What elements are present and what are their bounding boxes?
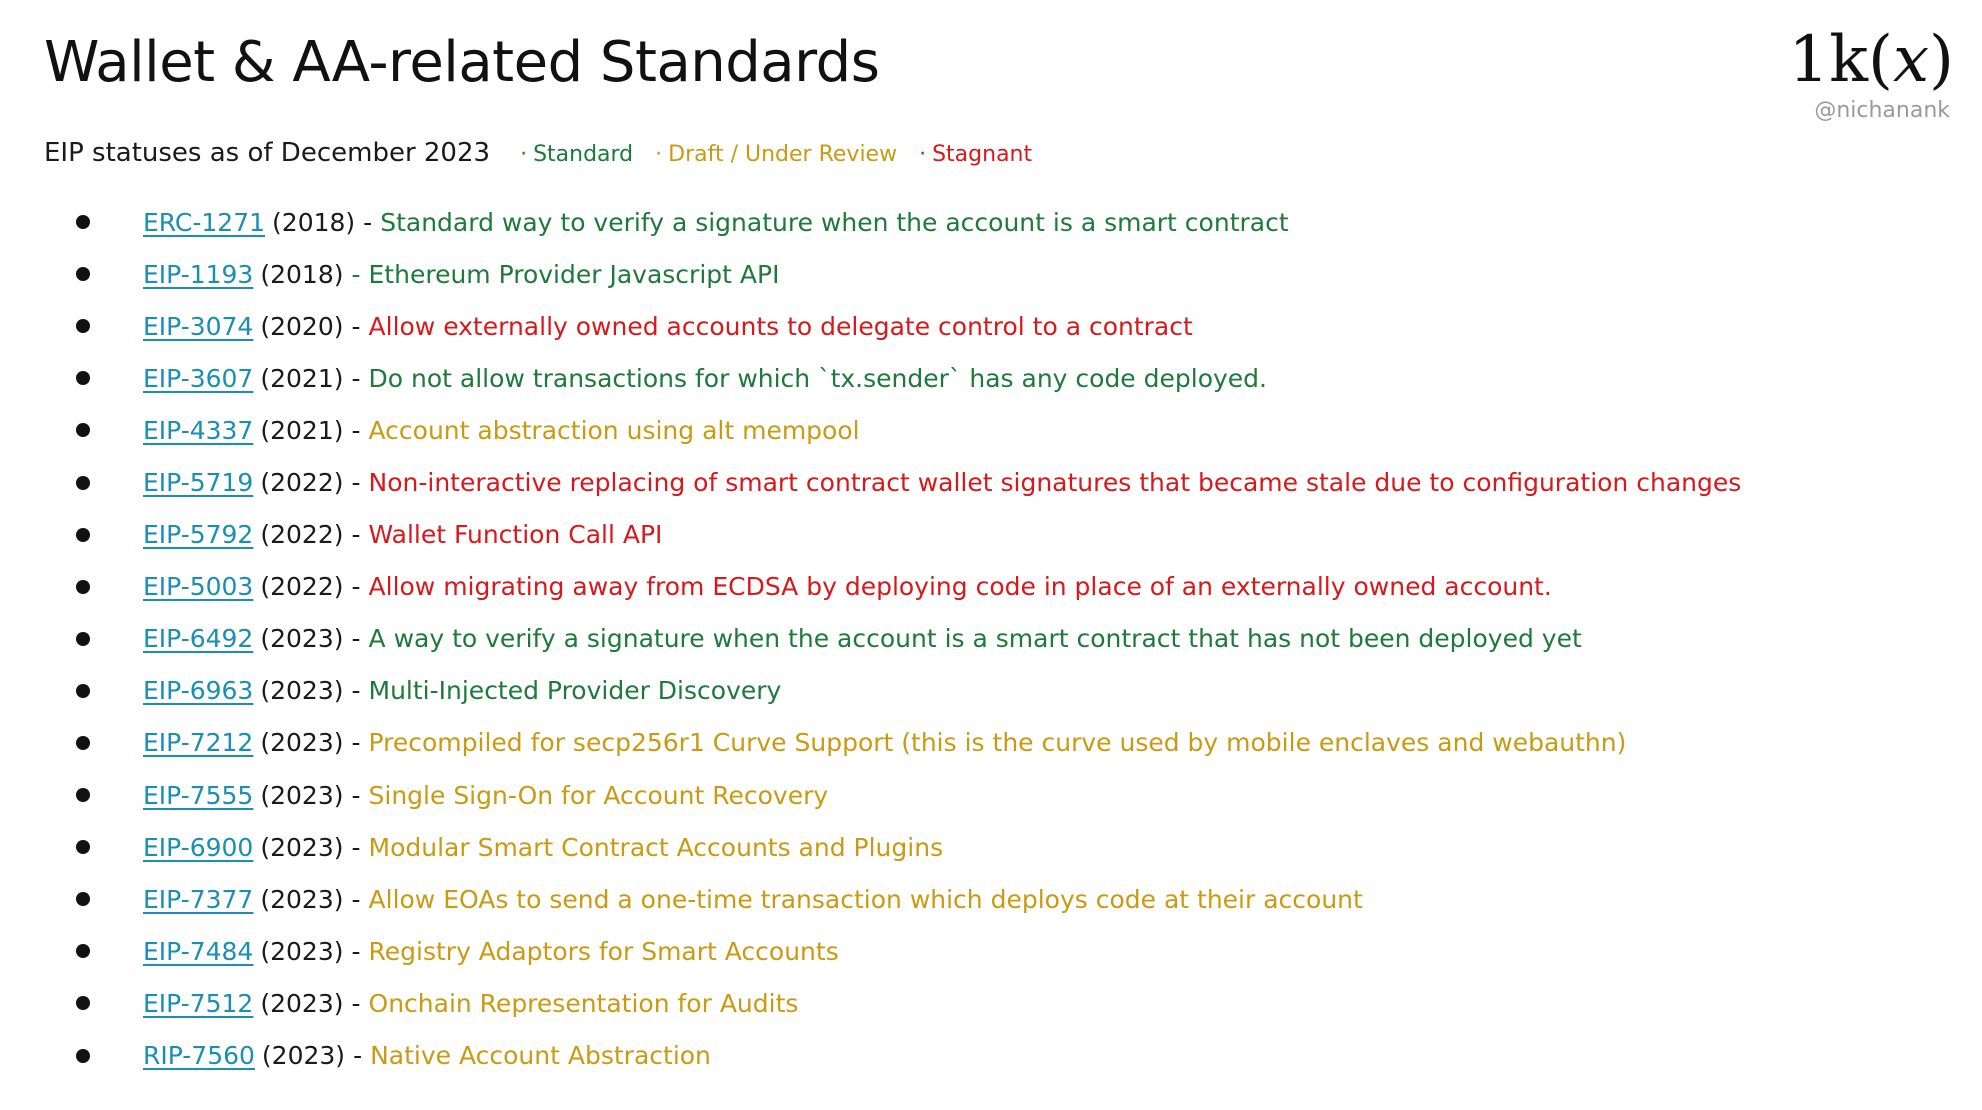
logo-mark-prefix: 1k( <box>1788 23 1893 97</box>
list-item <box>0 300 1982 352</box>
separator: - <box>351 311 361 341</box>
legend-dot: · <box>520 142 528 167</box>
eip-description: Native Account Abstraction <box>370 1041 711 1071</box>
eip-year: (2022) <box>260 572 344 602</box>
bullet-icon <box>76 944 90 958</box>
eip-description: Standard way to verify a signature when the account is a smart contract <box>380 207 1289 237</box>
eip-description: Multi-Injected Provider Discovery <box>368 676 782 706</box>
eip-link[interactable]: EIP-3074 <box>143 311 254 341</box>
bullet-icon <box>76 476 90 490</box>
eip-description: Single Sign-On for Account Recovery <box>368 780 829 810</box>
eip-link[interactable]: EIP-4337 <box>143 415 254 445</box>
eip-link[interactable]: EIP-6492 <box>143 624 254 654</box>
eip-year: (2018) <box>260 259 344 289</box>
eip-description: Wallet Function Call API <box>368 520 663 550</box>
list-item <box>0 352 1982 404</box>
list-item <box>0 509 1982 561</box>
eip-year: (2022) <box>260 520 344 550</box>
separator: - <box>351 572 361 602</box>
separator: - <box>351 415 361 445</box>
eip-link[interactable]: EIP-7212 <box>143 728 254 758</box>
bullet-icon <box>76 840 90 854</box>
eip-year: (2021) <box>260 415 344 445</box>
legend-label: Standard <box>533 142 634 167</box>
legend-dot: · <box>919 142 927 167</box>
list-item <box>0 717 1982 769</box>
bullet-icon <box>76 319 90 333</box>
eip-link[interactable]: ERC-1271 <box>143 207 266 237</box>
separator: - <box>363 207 373 237</box>
legend-label: Draft / Under Review <box>668 142 898 167</box>
eip-link[interactable]: EIP-3607 <box>143 363 254 393</box>
list-item <box>0 873 1982 925</box>
eip-description: Allow EOAs to send a one-time transaction which deploys code at their account <box>368 884 1363 914</box>
legend-label: Stagnant <box>932 142 1033 167</box>
eip-year: (2021) <box>260 363 344 393</box>
eip-year: (2023) <box>260 832 344 862</box>
bullet-icon <box>76 736 90 750</box>
eip-description: Non-interactive replacing of smart contract wallet signatures that became stale due to configuration changes <box>368 468 1742 498</box>
bullet-icon <box>76 996 90 1010</box>
logo-mark-suffix: ) <box>1929 23 1954 97</box>
separator: - <box>351 520 361 550</box>
eip-description: A way to verify a signature when the account is a smart contract that has not been deployed yet <box>368 624 1582 654</box>
bullet-icon <box>76 528 90 542</box>
eip-year: (2023) <box>260 988 344 1018</box>
subtitle: EIP statuses as of December 2023 <box>44 138 491 168</box>
eip-link[interactable]: EIP-7512 <box>143 988 254 1018</box>
subtitle-row <box>44 138 1054 168</box>
list-item <box>0 977 1982 1029</box>
separator: - <box>351 936 361 966</box>
list-item <box>0 1030 1982 1082</box>
separator: - <box>351 624 361 654</box>
list-item <box>0 404 1982 456</box>
list-item <box>0 665 1982 717</box>
separator: - <box>351 832 361 862</box>
eip-year: (2023) <box>260 780 344 810</box>
eip-link[interactable]: EIP-5792 <box>143 520 254 550</box>
legend-item-standard <box>520 142 633 167</box>
logo-mark <box>1784 24 1954 96</box>
eip-year: (2023) <box>261 1041 346 1071</box>
eip-year: (2023) <box>260 728 344 758</box>
eip-year: (2018) <box>272 207 356 237</box>
eip-description: Ethereum Provider Javascript API <box>368 259 780 289</box>
bullet-icon <box>76 423 90 437</box>
eip-year: (2023) <box>260 676 344 706</box>
logo-mark-x: 𝑥 <box>1892 23 1930 97</box>
eip-description: Do not allow transactions for which `tx.sender` has any code deployed. <box>368 363 1267 393</box>
eip-link[interactable]: EIP-5003 <box>143 572 254 602</box>
eip-year: (2023) <box>260 936 344 966</box>
bullet-icon <box>76 632 90 646</box>
bullet-icon <box>76 215 90 229</box>
list-item <box>0 769 1982 821</box>
eip-description: Modular Smart Contract Accounts and Plugins <box>368 832 944 862</box>
eip-year: (2023) <box>260 624 344 654</box>
brand-logo <box>1784 24 1954 134</box>
eip-description: Registry Adaptors for Smart Accounts <box>368 936 839 966</box>
author-handle: @nichanank <box>1814 98 1950 123</box>
legend-item-stagnant <box>919 142 1032 167</box>
eip-description: Allow externally owned accounts to delegate control to a contract <box>368 311 1193 341</box>
eip-link[interactable]: EIP-1193 <box>143 259 254 289</box>
bullet-icon <box>76 580 90 594</box>
status-legend <box>520 142 1054 167</box>
eip-link[interactable]: EIP-7555 <box>143 780 254 810</box>
page-title: Wallet & AA-related Standards <box>44 30 880 95</box>
bullet-icon <box>76 1049 90 1063</box>
list-item <box>0 925 1982 977</box>
bullet-icon <box>76 267 90 281</box>
separator: - <box>353 1041 363 1071</box>
legend-item-draft <box>655 142 897 167</box>
list-item <box>0 561 1982 613</box>
eip-year: (2023) <box>260 884 344 914</box>
bullet-icon <box>76 788 90 802</box>
eip-description: Allow migrating away from ECDSA by deploying code in place of an externally owned account. <box>368 572 1552 602</box>
eip-list <box>0 196 1982 1082</box>
eip-link[interactable]: EIP-6900 <box>143 832 254 862</box>
bullet-icon <box>76 684 90 698</box>
separator: - <box>351 676 361 706</box>
eip-link[interactable]: EIP-6963 <box>143 676 254 706</box>
separator: - <box>351 468 361 498</box>
separator: - <box>351 259 361 289</box>
list-item <box>0 248 1982 300</box>
eip-description: Onchain Representation for Audits <box>368 988 799 1018</box>
separator: - <box>351 728 361 758</box>
list-item <box>0 196 1982 248</box>
bullet-icon <box>76 892 90 906</box>
eip-link[interactable]: EIP-7484 <box>143 936 254 966</box>
eip-year: (2022) <box>260 468 344 498</box>
list-item <box>0 821 1982 873</box>
separator: - <box>351 363 361 393</box>
legend-dot: · <box>655 142 663 167</box>
eip-description: Precompiled for secp256r1 Curve Support (this is the curve used by mobile enclaves and webauthn) <box>368 728 1627 758</box>
list-item <box>0 456 1982 508</box>
eip-link[interactable]: EIP-5719 <box>143 468 254 498</box>
separator: - <box>351 988 361 1018</box>
eip-link[interactable]: RIP-7560 <box>143 1041 255 1071</box>
bullet-icon <box>76 371 90 385</box>
eip-description: Account abstraction using alt mempool <box>368 415 860 445</box>
list-item <box>0 613 1982 665</box>
eip-link[interactable]: EIP-7377 <box>143 884 254 914</box>
eip-year: (2020) <box>260 311 344 341</box>
separator: - <box>351 884 361 914</box>
separator: - <box>351 780 361 810</box>
